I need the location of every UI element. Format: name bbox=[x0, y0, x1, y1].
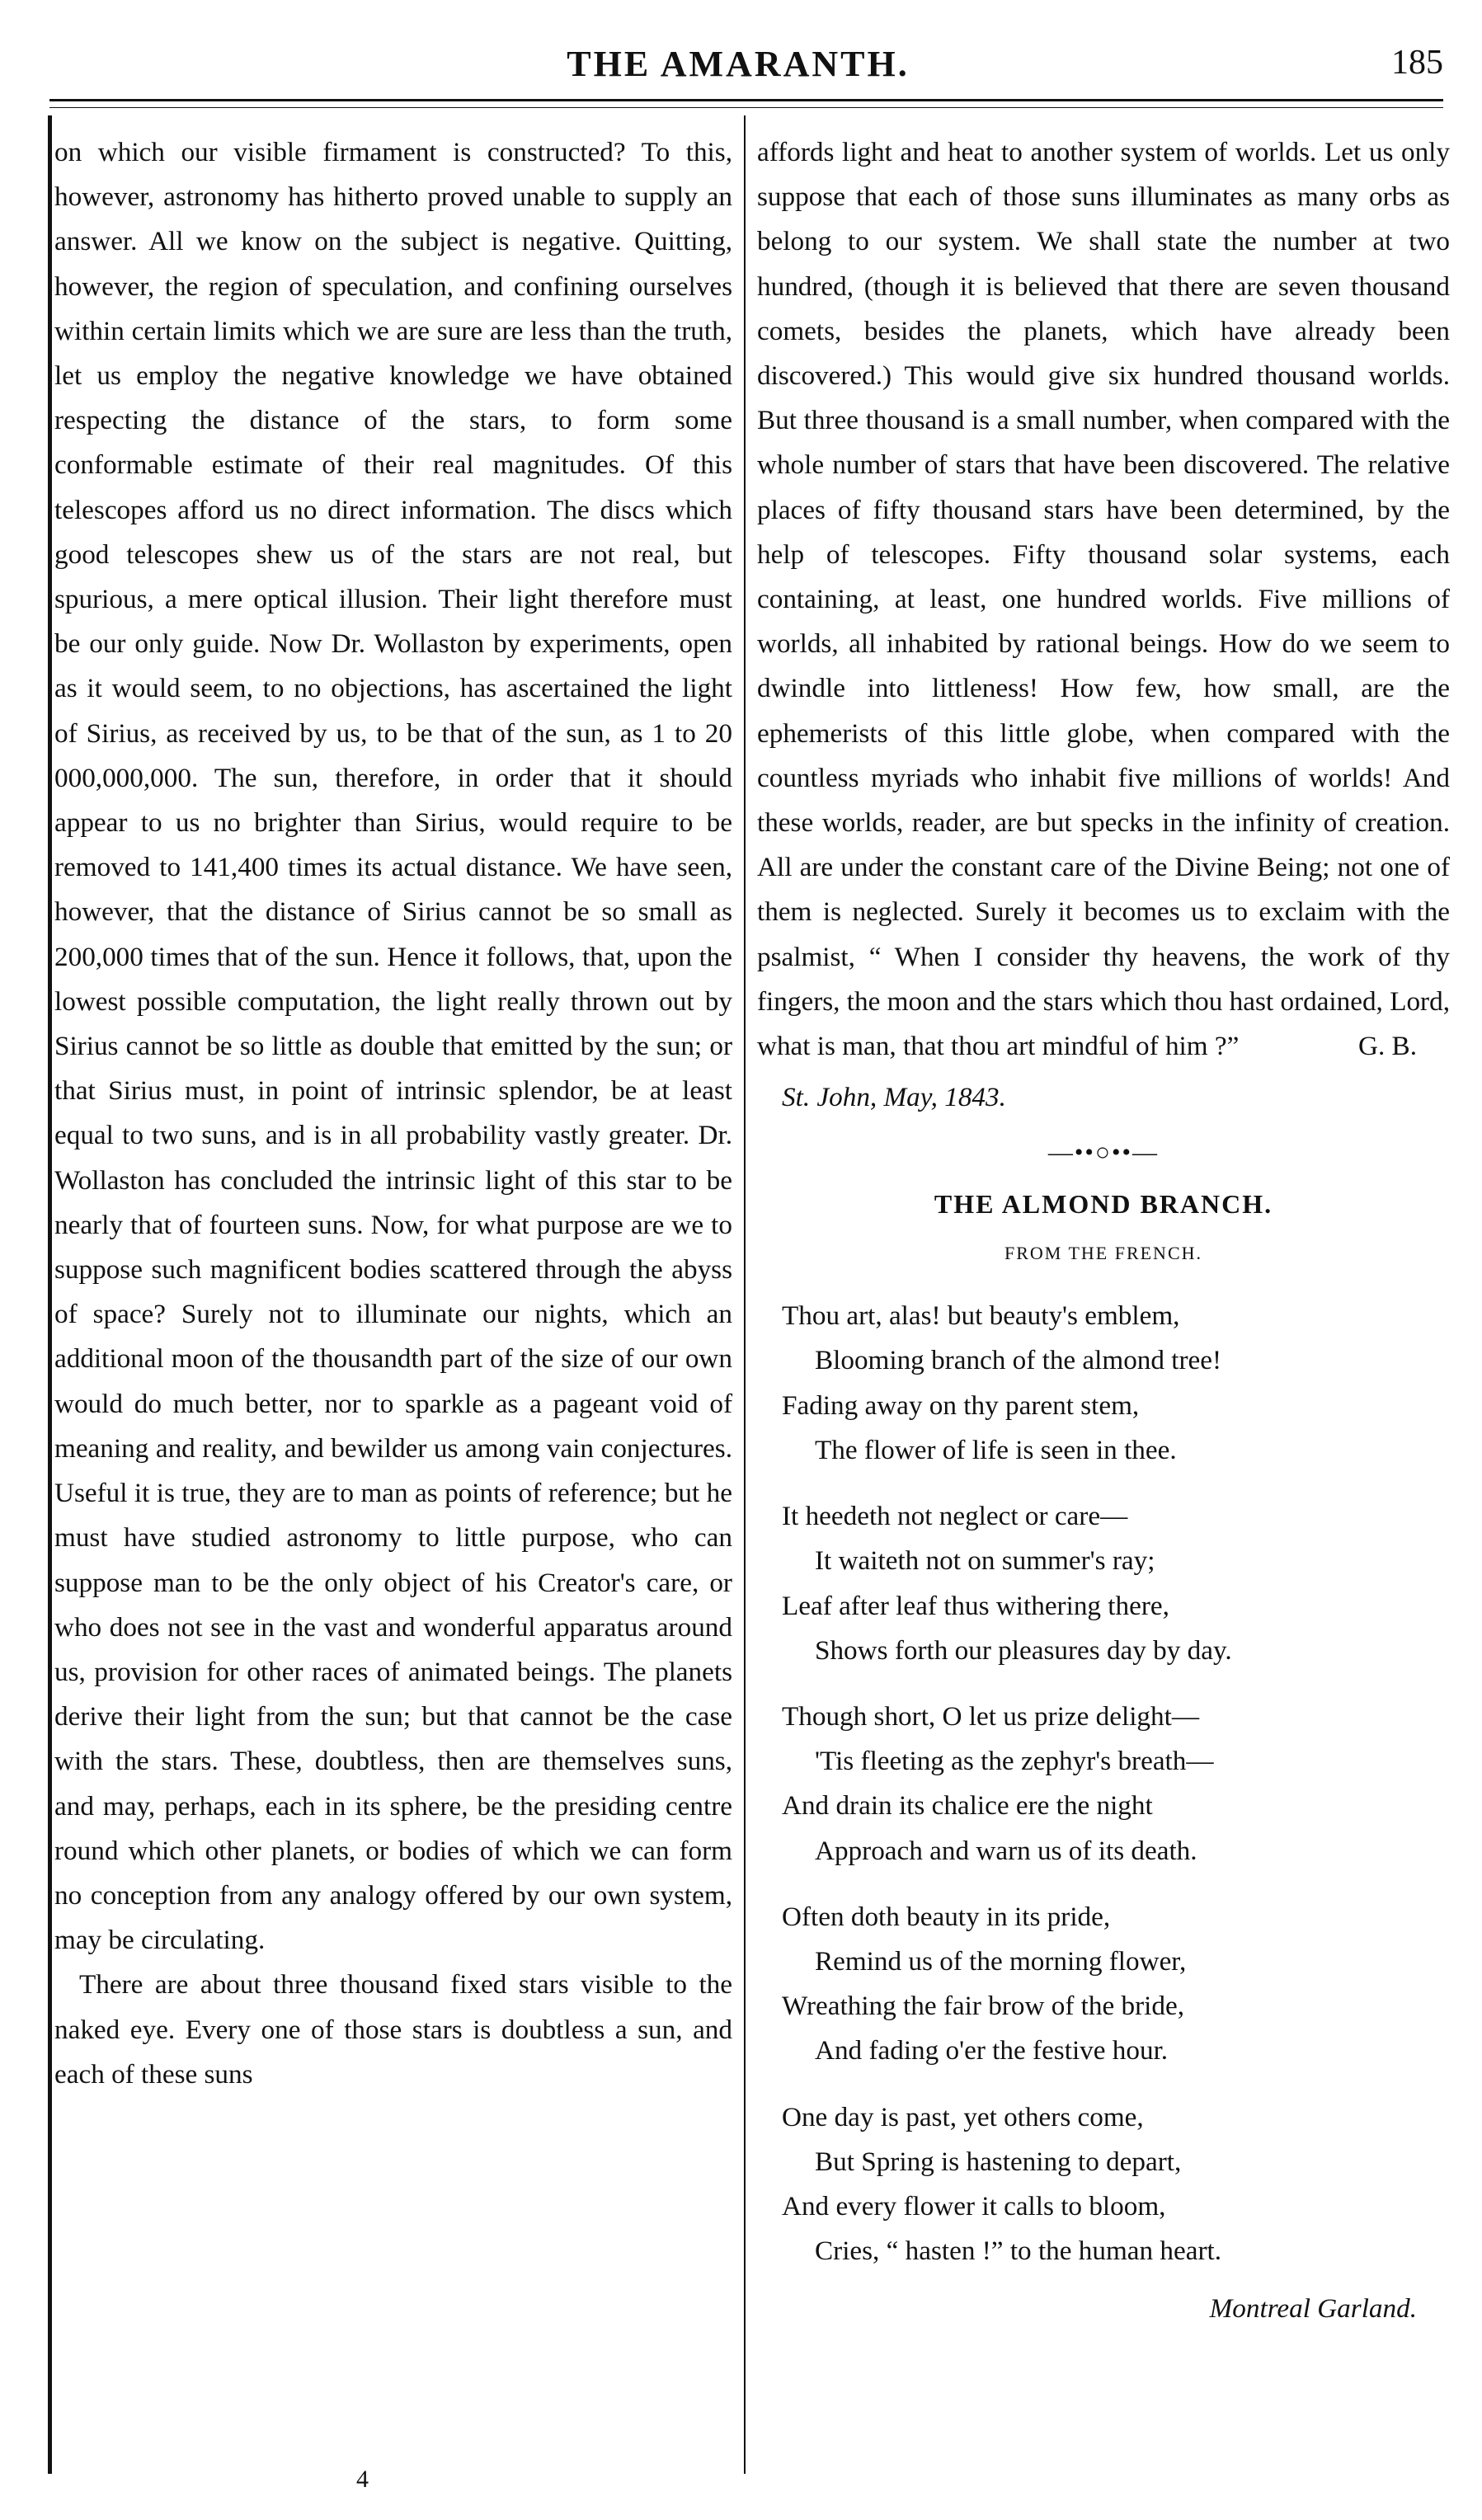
poem-line: Remind us of the morning flower, bbox=[815, 1945, 1187, 1977]
poem-line: Fading away on thy parent stem, bbox=[782, 1389, 1140, 1421]
author-signature: G. B. bbox=[1358, 1031, 1417, 1062]
article-paragraph-continued: affords light and heat to another system of worlds. Let us only suppose that each of those suns illuminates as many orbs as belong to our system. We shall state the number at two hundred, (though it is believed that there are seven thousand comets, besides the planets, which have already been discovered.) This would give six hundred thousand worlds. But three thousand is a small number, when compared with the whole number of stars that have been discovered. The relative places of fifty thousand stars have been determined, by the help of telescopes. Fifty thousand solar systems, each containing, at least, one hundred worlds. Five millions of worlds, all inhabited by rational beings. How do we seem to dwindle into littleness! How few, how small, are the ephemerists of this little globe, when compared with the countless myriads who inhabit five millions of worlds! And these worlds, reader, are but specks in the infinity of creation. All are under the constant care of the Divine Being; not one of them is neglected. Surely it becomes us to exclaim with the psalmist, “ When I consider thy heavens, the work of thy fingers, the moon and the stars which thou hast ordained, Lord, what is man, that thou art mindful of him ?” bbox=[757, 137, 1450, 1062]
poem-line: Often doth beauty in its pride, bbox=[782, 1901, 1111, 1932]
poem-stanza bbox=[757, 2095, 1450, 2274]
poem-line: Cries, “ hasten !” to the human heart. bbox=[815, 2236, 1222, 2267]
poem-line: Leaf after leaf thus withering there, bbox=[782, 1590, 1169, 1621]
ornament-divider: —••○••— bbox=[1047, 1138, 1160, 1166]
poem-line: Approach and warn us of its death. bbox=[815, 1835, 1197, 1866]
poem-line: It waiteth not on summer's ray; bbox=[815, 1545, 1155, 1577]
poem-stanza bbox=[757, 1494, 1450, 1673]
page-number: 185 bbox=[1391, 44, 1443, 82]
poem-line: And drain its chalice ere the night bbox=[782, 1790, 1153, 1822]
poem-line: But Spring is hastening to depart, bbox=[815, 2146, 1182, 2177]
place-date: St. John, May, 1843. bbox=[782, 1082, 1006, 1113]
poem-line: Wreathing the fair brow of the bride, bbox=[782, 1991, 1184, 2022]
poem-stanza bbox=[757, 1895, 1450, 2074]
poem-title: THE ALMOND BRANCH. bbox=[934, 1188, 1273, 1219]
poem-stanza bbox=[757, 1294, 1450, 1473]
poem-stanza bbox=[757, 1695, 1450, 1874]
header-rule bbox=[49, 99, 1443, 101]
journal-title: THE AMARANTH. bbox=[567, 44, 910, 84]
poem-line: 'Tis fleeting as the zephyr's breath— bbox=[815, 1746, 1214, 1777]
right-column bbox=[757, 130, 1450, 2359]
poem-subtitle: FROM THE FRENCH. bbox=[1004, 1243, 1203, 1264]
poem-line: Though short, O let us prize delight— bbox=[782, 1700, 1200, 1732]
poem-line: One day is past, yet others come, bbox=[782, 2101, 1144, 2132]
article-paragraph: There are about three thousand fixed stars visible to the naked eye. Every one of those stars is doubtless a sun, and each of these suns bbox=[54, 1969, 732, 2090]
poem-line: It heedeth not neglect or care— bbox=[782, 1501, 1128, 1532]
signature-mark: 4 bbox=[356, 2466, 369, 2493]
left-column bbox=[54, 130, 732, 2097]
article-paragraph: on which our visible firmament is constructed? To this, however, astronomy has hitherto proved unable to supply an answer. All we know on the subject is negative. Quitting, however, the region of speculation, and confining ourselves within certain limits which we are sure are less than the truth, let us employ the negative knowledge we have obtained respecting the distance of the stars, to form some conformable estimate of their real magnitudes. Of this telescopes afford us no direct information. The discs which good telescopes shew us of the stars are not real, but spurious, a mere optical illusion. Their light therefore must be our only guide. Now Dr. Wollaston by experiments, open as it would seem, to no objections, has ascertained the light of Sirius, as received by us, to be that of the sun, as 1 to 20 000,000,000. The sun, therefore, in order that it should appear to us no brighter than Sirius, would require to be removed to 141,400 times its actual distance. We have seen, however, that the distance of Sirius cannot be so small as 200,000 times that of the sun. Hence it follows, that, upon the lowest possible computation, the light really thrown out by Sirius cannot be so little as double that emitted by the sun; or that Sirius must, in point of intrinsic splendor, be at least equal to two suns, and is in all probability vastly greater. Dr. Wollaston has concluded the intrinsic light of this star to be nearly that of fourteen suns. Now, for what purpose are we to suppose such magnificent bodies scattered through the abyss of space? Surely not to illuminate our nights, which an additional moon of the thousandth part of the size of our own would do much better, nor to sparkle as a pageant void of meaning and reality, and bewilder us among vain conjectures. Useful it is true, they are to man as points of reference; but he must have studied astronomy to little purpose, who can suppose man to be the only object of his Creator's care, or who does not see in the vast and wonderful apparatus around us, provision for other races of animated beings. The planets derive their light from the sun; but that cannot be the case with the stars. These, doubtless, then are themselves suns, and may, perhaps, each in its sphere, be the presiding centre round which other planets, or bodies of which we can form no conception from any analogy offered by our own system, may be circulating. bbox=[54, 137, 732, 1956]
column-divider bbox=[744, 115, 746, 2474]
header-rule-thin bbox=[49, 107, 1443, 108]
poem-line: Blooming branch of the almond tree! bbox=[815, 1345, 1222, 1376]
poem-line: The flower of life is seen in thee. bbox=[815, 1434, 1177, 1465]
poem-line: And every flower it calls to bloom, bbox=[782, 2190, 1166, 2221]
left-margin-bar bbox=[48, 115, 52, 2474]
poem-line: And fading o'er the festive hour. bbox=[815, 2035, 1169, 2066]
page-header bbox=[33, 43, 1443, 92]
poem-line: Shows forth our pleasures day by day. bbox=[815, 1634, 1232, 1666]
poem-credit: Montreal Garland. bbox=[1209, 2293, 1417, 2325]
poem-line: Thou art, alas! but beauty's emblem, bbox=[782, 1300, 1180, 1332]
